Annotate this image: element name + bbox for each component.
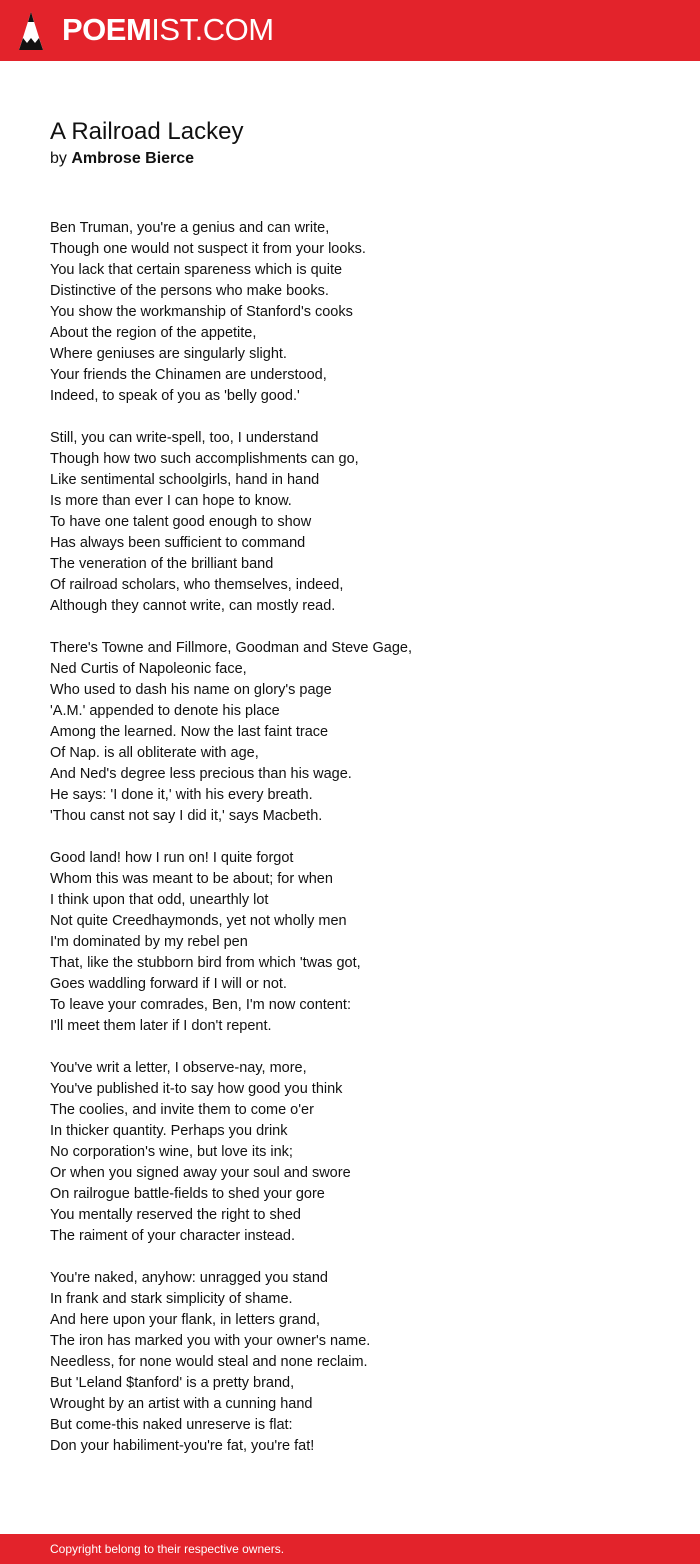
stanza: [50, 218, 670, 407]
poem-line: Of railroad scholars, who themselves, indeed,: [50, 577, 344, 593]
poem-line: Whom this was meant to be about; for when: [50, 871, 333, 887]
copyright-text: Copyright belong to their respective owners.: [50, 1542, 285, 1556]
poem-line: Though how two such accomplishments can go,: [50, 451, 359, 467]
poem-line: Wrought by an artist with a cunning hand: [50, 1396, 313, 1412]
poem-line: The veneration of the brilliant band: [50, 556, 274, 572]
poem-line: Your friends the Chinamen are understood,: [50, 367, 327, 383]
poem-line: Ben Truman, you're a genius and can write,: [50, 220, 330, 236]
poem-line: Or when you signed away your soul and swore: [50, 1165, 351, 1181]
poem-line: Indeed, to speak of you as 'belly good.': [50, 388, 300, 404]
poem-line: That, like the stubborn bird from which 'twas got,: [50, 955, 361, 971]
poem-line: To have one talent good enough to show: [50, 514, 312, 530]
poem-title: A Railroad Lackey: [50, 118, 244, 145]
poem-line: You mentally reserved the right to shed: [50, 1207, 301, 1223]
poem-line: The raiment of your character instead.: [50, 1228, 296, 1244]
poem-line: I'm dominated by my rebel pen: [50, 934, 248, 950]
poem-body: [50, 218, 670, 1478]
by-label: by: [50, 150, 67, 167]
poem-line: In thicker quantity. Perhaps you drink: [50, 1123, 288, 1139]
poem-line: Among the learned. Now the last faint trace: [50, 724, 329, 740]
poem-line: Like sentimental schoolgirls, hand in hand: [50, 472, 320, 488]
poem-line: But come-this naked unreserve is flat:: [50, 1417, 293, 1433]
poem-line: Who used to dash his name on glory's page: [50, 682, 332, 698]
poem-line: You lack that certain spareness which is quite: [50, 262, 343, 278]
poem-line: Don your habiliment-you're fat, you're fat!: [50, 1438, 315, 1454]
site-logo-text[interactable]: [62, 11, 274, 49]
brand-bold: POEM: [62, 12, 152, 47]
poem-line: But 'Leland $tanford' is a pretty brand,: [50, 1375, 295, 1391]
pencil-tip-icon[interactable]: [17, 10, 45, 52]
poem-line: On railrogue battle-fields to shed your gore: [50, 1186, 325, 1202]
poem-line: He says: 'I done it,' with his every breath.: [50, 787, 313, 803]
poem-line: And here upon your flank, in letters grand,: [50, 1312, 321, 1328]
poem-line: You're naked, anyhow: unragged you stand: [50, 1270, 328, 1286]
poem-line: The coolies, and invite them to come o'er: [50, 1102, 314, 1118]
poem-line: Needless, for none would steal and none reclaim.: [50, 1354, 368, 1370]
poem-line: There's Towne and Fillmore, Goodman and Steve Gage,: [50, 640, 412, 656]
poem-line: Ned Curtis of Napoleonic face,: [50, 661, 247, 677]
poem-line: Goes waddling forward if I will or not.: [50, 976, 287, 992]
stanza: [50, 1268, 670, 1457]
poem-line: Not quite Creedhaymonds, yet not wholly men: [50, 913, 347, 929]
poem-line: 'Thou canst not say I did it,' says Macbeth.: [50, 808, 323, 824]
stanza: [50, 428, 670, 617]
site-header: [0, 0, 700, 61]
poem-line: Good land! how I run on! I quite forgot: [50, 850, 294, 866]
poem-line: In frank and stark simplicity of shame.: [50, 1291, 293, 1307]
stanza: [50, 638, 670, 827]
poem-line: The iron has marked you with your owner's name.: [50, 1333, 371, 1349]
poem-line: You've published it-to say how good you think: [50, 1081, 343, 1097]
poem-line: Still, you can write-spell, too, I understand: [50, 430, 319, 446]
poem-line: And Ned's degree less precious than his wage.: [50, 766, 352, 782]
poem-line: No corporation's wine, but love its ink;: [50, 1144, 293, 1160]
poem-line: I'll meet them later if I don't repent.: [50, 1018, 272, 1034]
poem-line: You show the workmanship of Stanford's cooks: [50, 304, 353, 320]
site-footer: [0, 1534, 700, 1564]
poem-line: Is more than ever I can hope to know.: [50, 493, 292, 509]
brand-light: IST.COM: [151, 12, 274, 47]
poem-line: Though one would not suspect it from your looks.: [50, 241, 366, 257]
poem-line: Although they cannot write, can mostly read.: [50, 598, 336, 614]
poem-line: 'A.M.' appended to denote his place: [50, 703, 280, 719]
poem-line: To leave your comrades, Ben, I'm now content:: [50, 997, 351, 1013]
stanza: [50, 1058, 670, 1247]
poem-byline: [50, 148, 194, 170]
poem-line: Distinctive of the persons who make books.: [50, 283, 329, 299]
poem-line: You've writ a letter, I observe-nay, more,: [50, 1060, 307, 1076]
poem-line: I think upon that odd, unearthly lot: [50, 892, 269, 908]
stanza: [50, 848, 670, 1037]
poem-line: Has always been sufficient to command: [50, 535, 306, 551]
poem-line: About the region of the appetite,: [50, 325, 257, 341]
author-name: Ambrose Bierce: [71, 150, 195, 167]
poem-line: Of Nap. is all obliterate with age,: [50, 745, 259, 761]
poem-line: Where geniuses are singularly slight.: [50, 346, 287, 362]
